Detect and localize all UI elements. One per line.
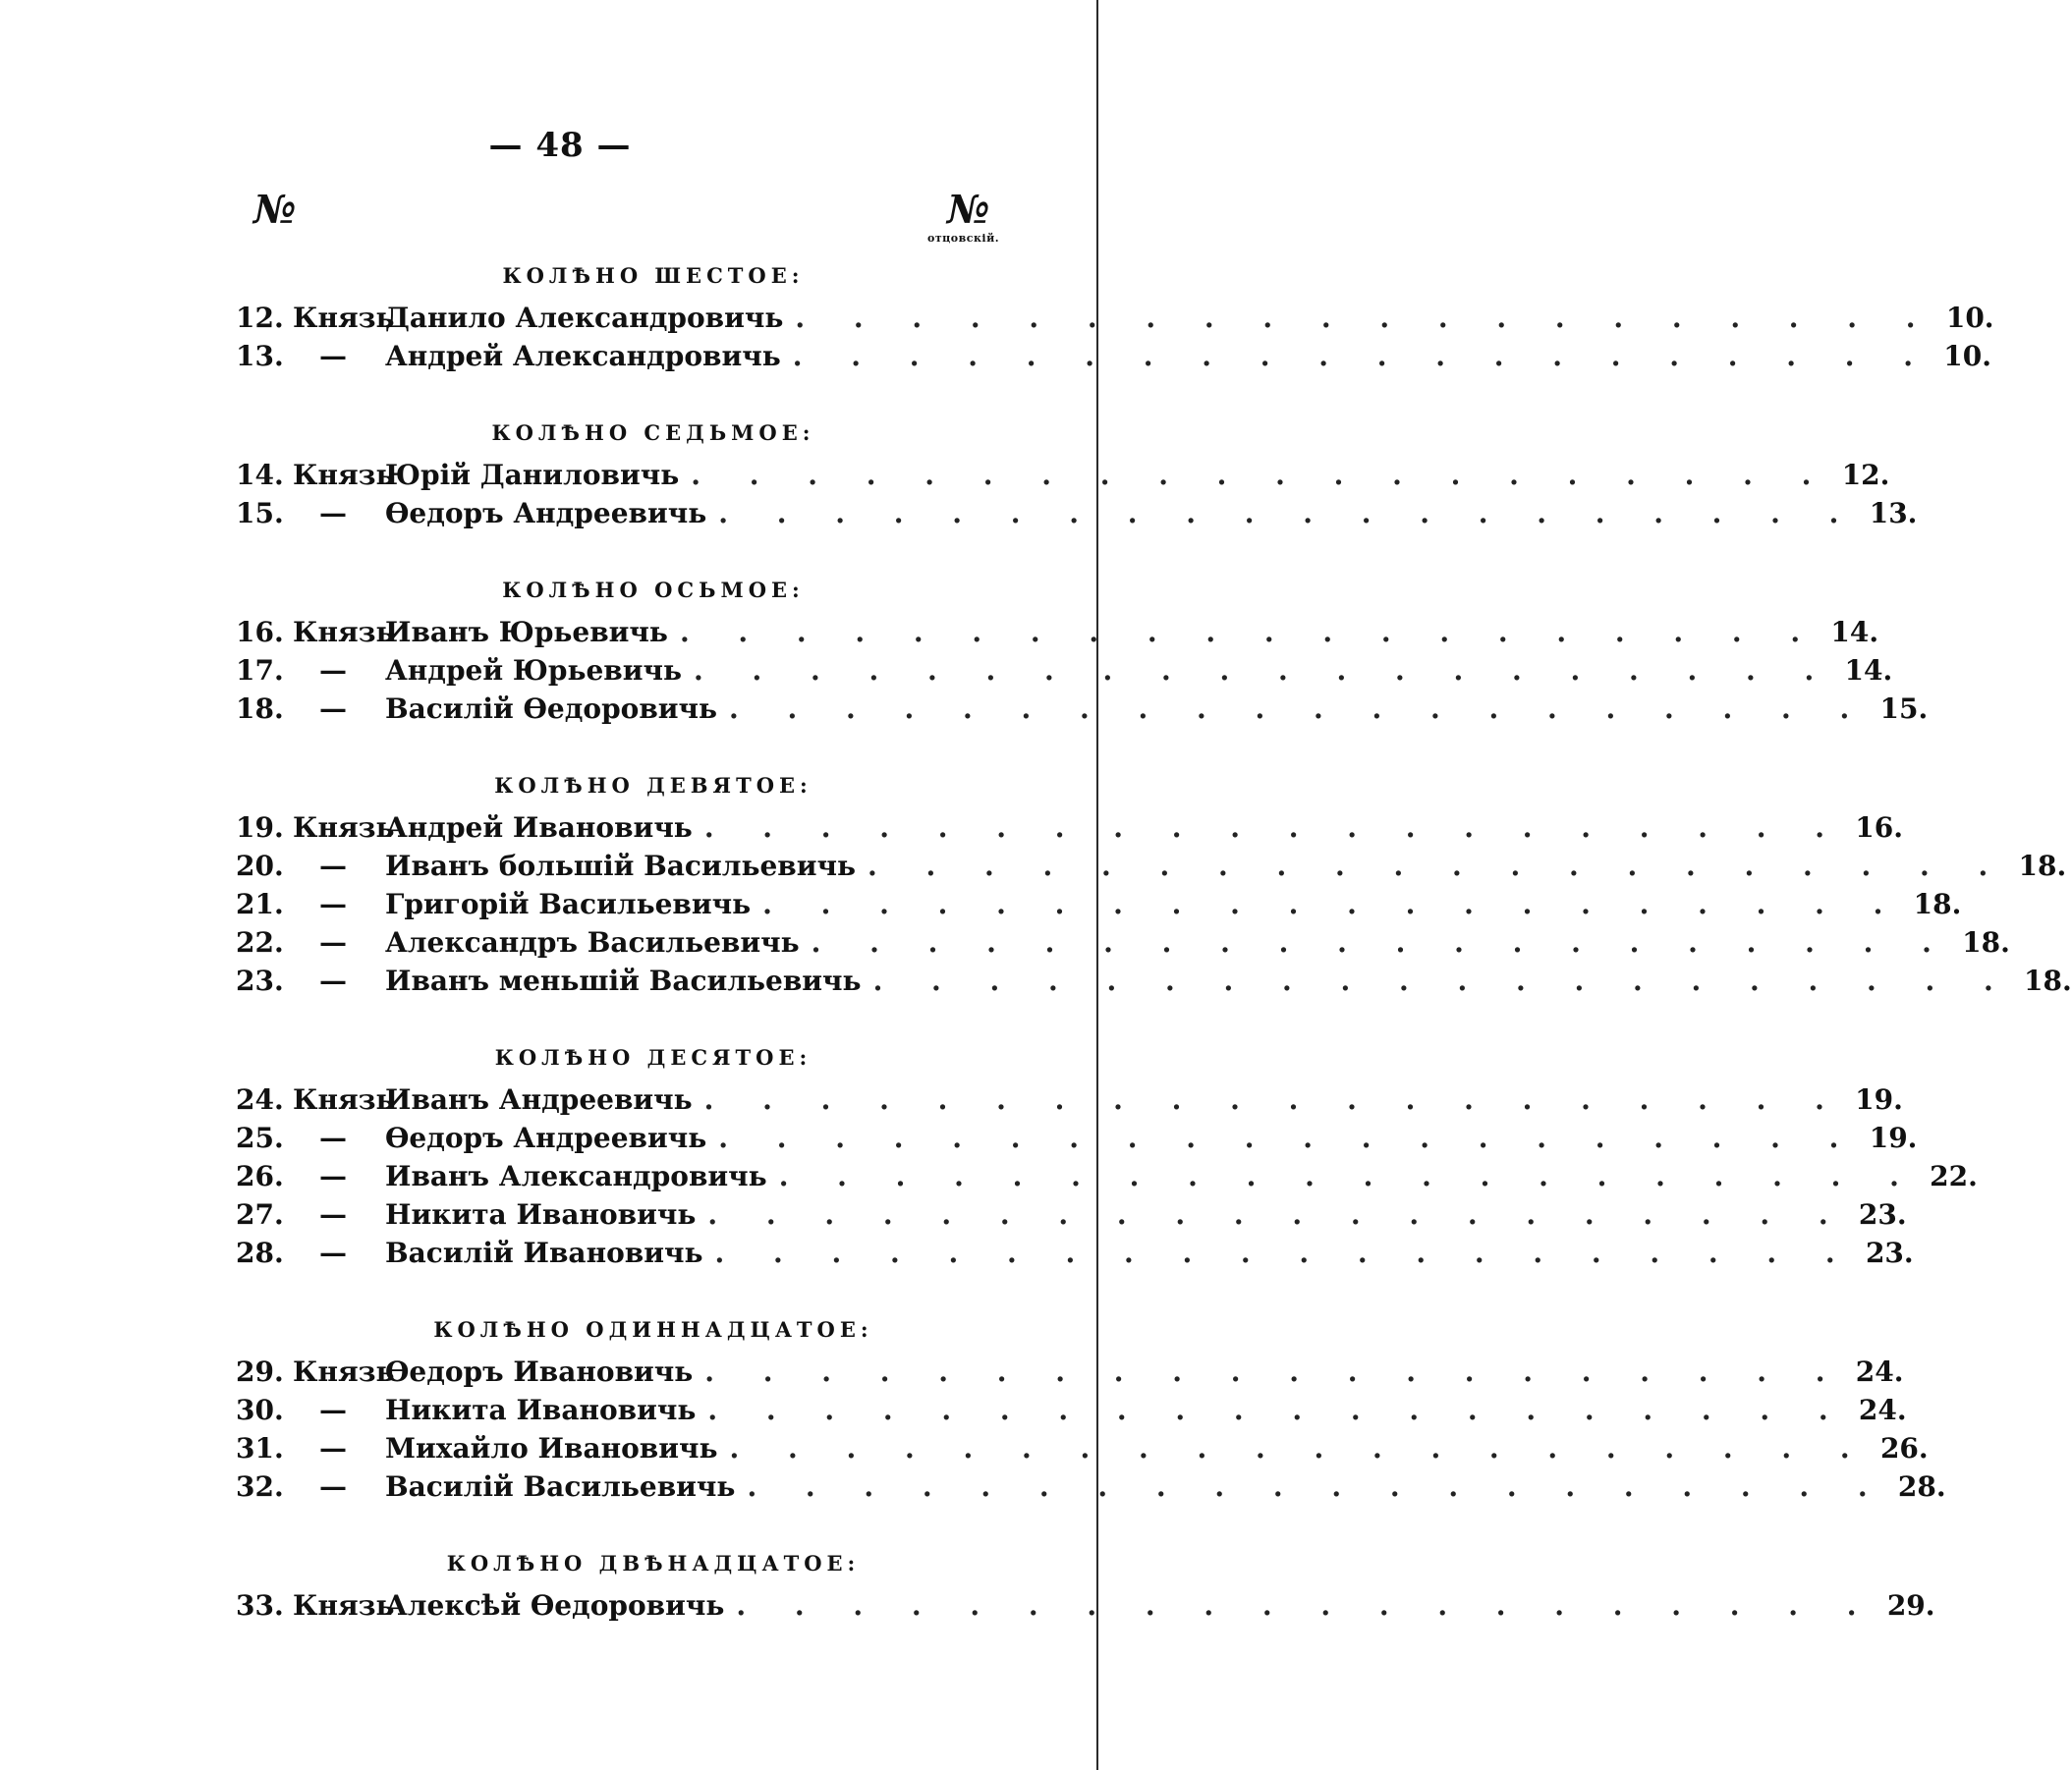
entry-father-number: 18.	[1913, 888, 1962, 920]
entry-name: Михайло Ивановичь	[385, 1432, 718, 1465]
genealogy-entry	[236, 1467, 1946, 1506]
entry-number: 22.	[236, 926, 284, 959]
entry-number: 14.	[236, 459, 284, 491]
genealogy-entry	[236, 1234, 1914, 1272]
entry-title: —	[319, 1198, 347, 1231]
entry-name: Василій Ивановичь	[385, 1237, 703, 1269]
section-heading: КОЛѢНО СЕДЬМОЕ:	[491, 420, 815, 445]
entry-title: —	[319, 850, 347, 882]
genealogy-entry	[236, 1157, 1978, 1195]
dot-leader: . . . . . . . . . . . . . . . . . . . .	[679, 616, 1820, 648]
entry-title: Князь	[293, 1589, 395, 1622]
entry-title: —	[319, 497, 347, 529]
dot-leader: . . . . . . . . . . . . . . . . . . . .	[703, 1083, 1844, 1116]
entry-father-number: 10.	[1943, 340, 1991, 372]
entry-number: 27.	[236, 1198, 284, 1231]
genealogy-entry	[236, 1429, 1929, 1467]
entry-number: 18.	[236, 692, 284, 725]
entry-father-number: 18.	[1962, 926, 2010, 959]
column-mark-right-caption: отцовскій.	[927, 232, 1000, 245]
entry-father-number: 16.	[1855, 811, 1903, 844]
section-heading: КОЛѢНО ОДИННАДЦАТОЕ:	[433, 1317, 873, 1342]
section-heading: КОЛѢНО ОСЬМОЕ:	[502, 578, 805, 602]
column-mark-left: №	[253, 187, 297, 233]
entry-number: 19.	[236, 811, 284, 844]
entry-title: Князь	[293, 1355, 395, 1388]
entry-father-number: 13.	[1869, 497, 1918, 529]
entry-title: —	[319, 965, 347, 997]
dot-leader: . . . . . . . . . . . . . . . . . . . .	[718, 1122, 1859, 1154]
section-spacer	[236, 1000, 1012, 1039]
section-spacer	[236, 375, 1012, 415]
genealogy-entry	[236, 494, 1918, 532]
genealogy-entry	[236, 299, 1994, 337]
dot-leader: . . . . . . . . . . . . . . . . . . . .	[872, 965, 2013, 997]
entry-number: 33.	[236, 1589, 284, 1622]
entry-father-number: 18.	[2024, 965, 2072, 997]
entry-name: Андрей Ивановичь	[385, 811, 693, 844]
genealogy-entry	[236, 885, 1962, 923]
genealogy-entry	[236, 847, 2067, 885]
dot-leader: . . . . . . . . . . . . . . . . . . . .	[747, 1470, 1887, 1503]
entry-title: —	[319, 1470, 347, 1503]
entry-father-number: 23.	[1865, 1237, 1914, 1269]
entry-father-number: 19.	[1855, 1083, 1903, 1116]
entry-title: —	[319, 340, 347, 372]
dot-leader: . . . . . . . . . . . . . . . . . . . .	[736, 1589, 1876, 1622]
genealogy-entry	[236, 690, 1929, 728]
entry-father-number: 22.	[1930, 1160, 1978, 1192]
dot-leader: . . . . . . . . . . . . . . . . . . . .	[729, 1432, 1870, 1465]
entry-father-number: 14.	[1830, 616, 1879, 648]
entry-father-number: 15.	[1879, 692, 1929, 725]
entry-name: Александръ Васильевичь	[385, 926, 800, 959]
genealogy-entry	[236, 1195, 1907, 1234]
entry-number: 24.	[236, 1083, 284, 1116]
entry-name: Иванъ большій Васильевичь	[385, 850, 857, 882]
entry-father-number: 19.	[1869, 1122, 1918, 1154]
entry-number: 16.	[236, 616, 284, 648]
genealogy-entry	[236, 808, 1903, 847]
entry-number: 25.	[236, 1122, 284, 1154]
genealogy-entry	[236, 1391, 1907, 1429]
dot-leader: . . . . . . . . . . . . . . . . . . . .	[694, 654, 1834, 687]
section-spacer	[236, 1506, 1012, 1545]
entry-number: 12.	[236, 302, 284, 334]
genealogy-entry	[236, 962, 2072, 1000]
dot-leader: . . . . . . . . . . . . . . . . . . . .	[868, 850, 2008, 882]
entry-title: —	[319, 692, 347, 725]
entry-name: Никита Ивановичь	[385, 1394, 697, 1426]
column-mark-right: №	[947, 187, 990, 233]
entry-name: Иванъ Александровичь	[385, 1160, 767, 1192]
dot-leader: . . . . . . . . . . . . . . . . . . . .	[691, 459, 1831, 491]
genealogy-entry	[236, 1080, 1903, 1119]
entry-number: 26.	[236, 1160, 284, 1192]
entry-number: 17.	[236, 654, 284, 687]
genealogy-entry	[236, 651, 1893, 690]
dot-leader: . . . . . . . . . . . . . . . . . . . .	[792, 340, 1932, 372]
entry-name: Алексѣй Ѳедоровичь	[385, 1589, 725, 1622]
entry-name: Иванъ Юрьевичь	[385, 616, 668, 648]
entry-number: 13.	[236, 340, 284, 372]
section-heading: КОЛѢНО ДЕСЯТОЕ:	[494, 1045, 812, 1070]
entry-title: Князь	[293, 1083, 395, 1116]
entry-name: Иванъ Андреевичь	[385, 1083, 693, 1116]
section-heading: КОЛѢНО ДЕВЯТОЕ:	[494, 773, 812, 798]
entry-father-number: 26.	[1879, 1432, 1929, 1465]
dot-leader: . . . . . . . . . . . . . . . . . . . .	[707, 1198, 1848, 1231]
section-heading: КОЛѢНО ШЕСТОЕ:	[502, 263, 805, 288]
entry-name: Григорій Васильевичь	[385, 888, 752, 920]
entry-title: —	[319, 1237, 347, 1269]
entry-father-number: 29.	[1886, 1589, 1935, 1622]
entry-father-number: 14.	[1844, 654, 1893, 687]
genealogy-entry	[236, 1586, 1935, 1625]
section-heading: КОЛѢНО ДВѢНАДЦАТОЕ:	[446, 1551, 861, 1576]
entry-name: Василій Ѳедоровичь	[385, 692, 718, 725]
entry-name: Данило Александровичь	[385, 302, 784, 334]
entry-number: 31.	[236, 1432, 284, 1465]
entry-number: 15.	[236, 497, 284, 529]
entry-title: Князь	[293, 302, 395, 334]
dot-leader: . . . . . . . . . . . . . . . . . . . .	[703, 811, 1844, 844]
entry-father-number: 28.	[1897, 1470, 1946, 1503]
entry-name: Иванъ меньшій Васильевичь	[385, 965, 862, 997]
entry-title: —	[319, 1122, 347, 1154]
entry-name: Юрій Даниловичь	[385, 459, 680, 491]
entry-title: —	[319, 888, 347, 920]
entry-title: —	[319, 926, 347, 959]
entry-number: 29.	[236, 1355, 284, 1388]
entry-father-number: 23.	[1858, 1198, 1907, 1231]
section-spacer	[236, 1272, 1012, 1311]
genealogy-entry	[236, 337, 1991, 375]
dot-leader: . . . . . . . . . . . . . . . . . . . .	[795, 302, 1935, 334]
entry-number: 28.	[236, 1237, 284, 1269]
entry-name: Ѳедоръ Ивановичь	[385, 1355, 694, 1388]
entry-name: Андрей Александровичь	[385, 340, 781, 372]
dot-leader: . . . . . . . . . . . . . . . . . . . .	[707, 1394, 1848, 1426]
entry-father-number: 24.	[1858, 1394, 1907, 1426]
genealogy-entry	[236, 1353, 1904, 1391]
entry-name: Ѳедоръ Андреевичь	[385, 497, 707, 529]
dot-leader: . . . . . . . . . . . . . . . . . . . .	[762, 888, 1903, 920]
entry-number: 30.	[236, 1394, 284, 1426]
entry-title: —	[319, 1432, 347, 1465]
dot-leader: . . . . . . . . . . . . . . . . . . . .	[718, 497, 1859, 529]
entry-title: Князь	[293, 616, 395, 648]
dot-leader: . . . . . . . . . . . . . . . . . . . .	[729, 692, 1870, 725]
section-spacer	[236, 532, 1012, 572]
genealogy-entry	[236, 456, 1890, 494]
genealogy-entry	[236, 1119, 1918, 1157]
dot-leader: . . . . . . . . . . . . . . . . . . . .	[704, 1355, 1845, 1388]
entry-number: 32.	[236, 1470, 284, 1503]
section-spacer	[236, 728, 1012, 767]
entry-name: Никита Ивановичь	[385, 1198, 697, 1231]
entry-title: —	[319, 654, 347, 687]
entry-father-number: 18.	[2018, 850, 2067, 882]
entry-title: —	[319, 1394, 347, 1426]
entry-father-number: 10.	[1945, 302, 1994, 334]
entry-number: 23.	[236, 965, 284, 997]
entry-father-number: 12.	[1841, 459, 1890, 491]
dot-leader: . . . . . . . . . . . . . . . . . . . .	[811, 926, 1951, 959]
page-number: — 48 —	[488, 126, 632, 165]
genealogy-entry	[236, 613, 1879, 651]
entry-name: Василій Васильевичь	[385, 1470, 736, 1503]
entry-title: —	[319, 1160, 347, 1192]
entry-number: 20.	[236, 850, 284, 882]
entry-name: Ѳедоръ Андреевичь	[385, 1122, 707, 1154]
dot-leader: . . . . . . . . . . . . . . . . . . . .	[778, 1160, 1919, 1192]
genealogy-entry	[236, 923, 2010, 962]
entry-title: Князь	[293, 459, 395, 491]
entry-number: 21.	[236, 888, 284, 920]
entry-title: Князь	[293, 811, 395, 844]
entry-name: Андрей Юрьевичь	[385, 654, 683, 687]
genealogy-list	[236, 257, 2072, 1625]
entry-father-number: 24.	[1855, 1355, 1904, 1388]
dot-leader: . . . . . . . . . . . . . . . . . . . .	[714, 1237, 1855, 1269]
